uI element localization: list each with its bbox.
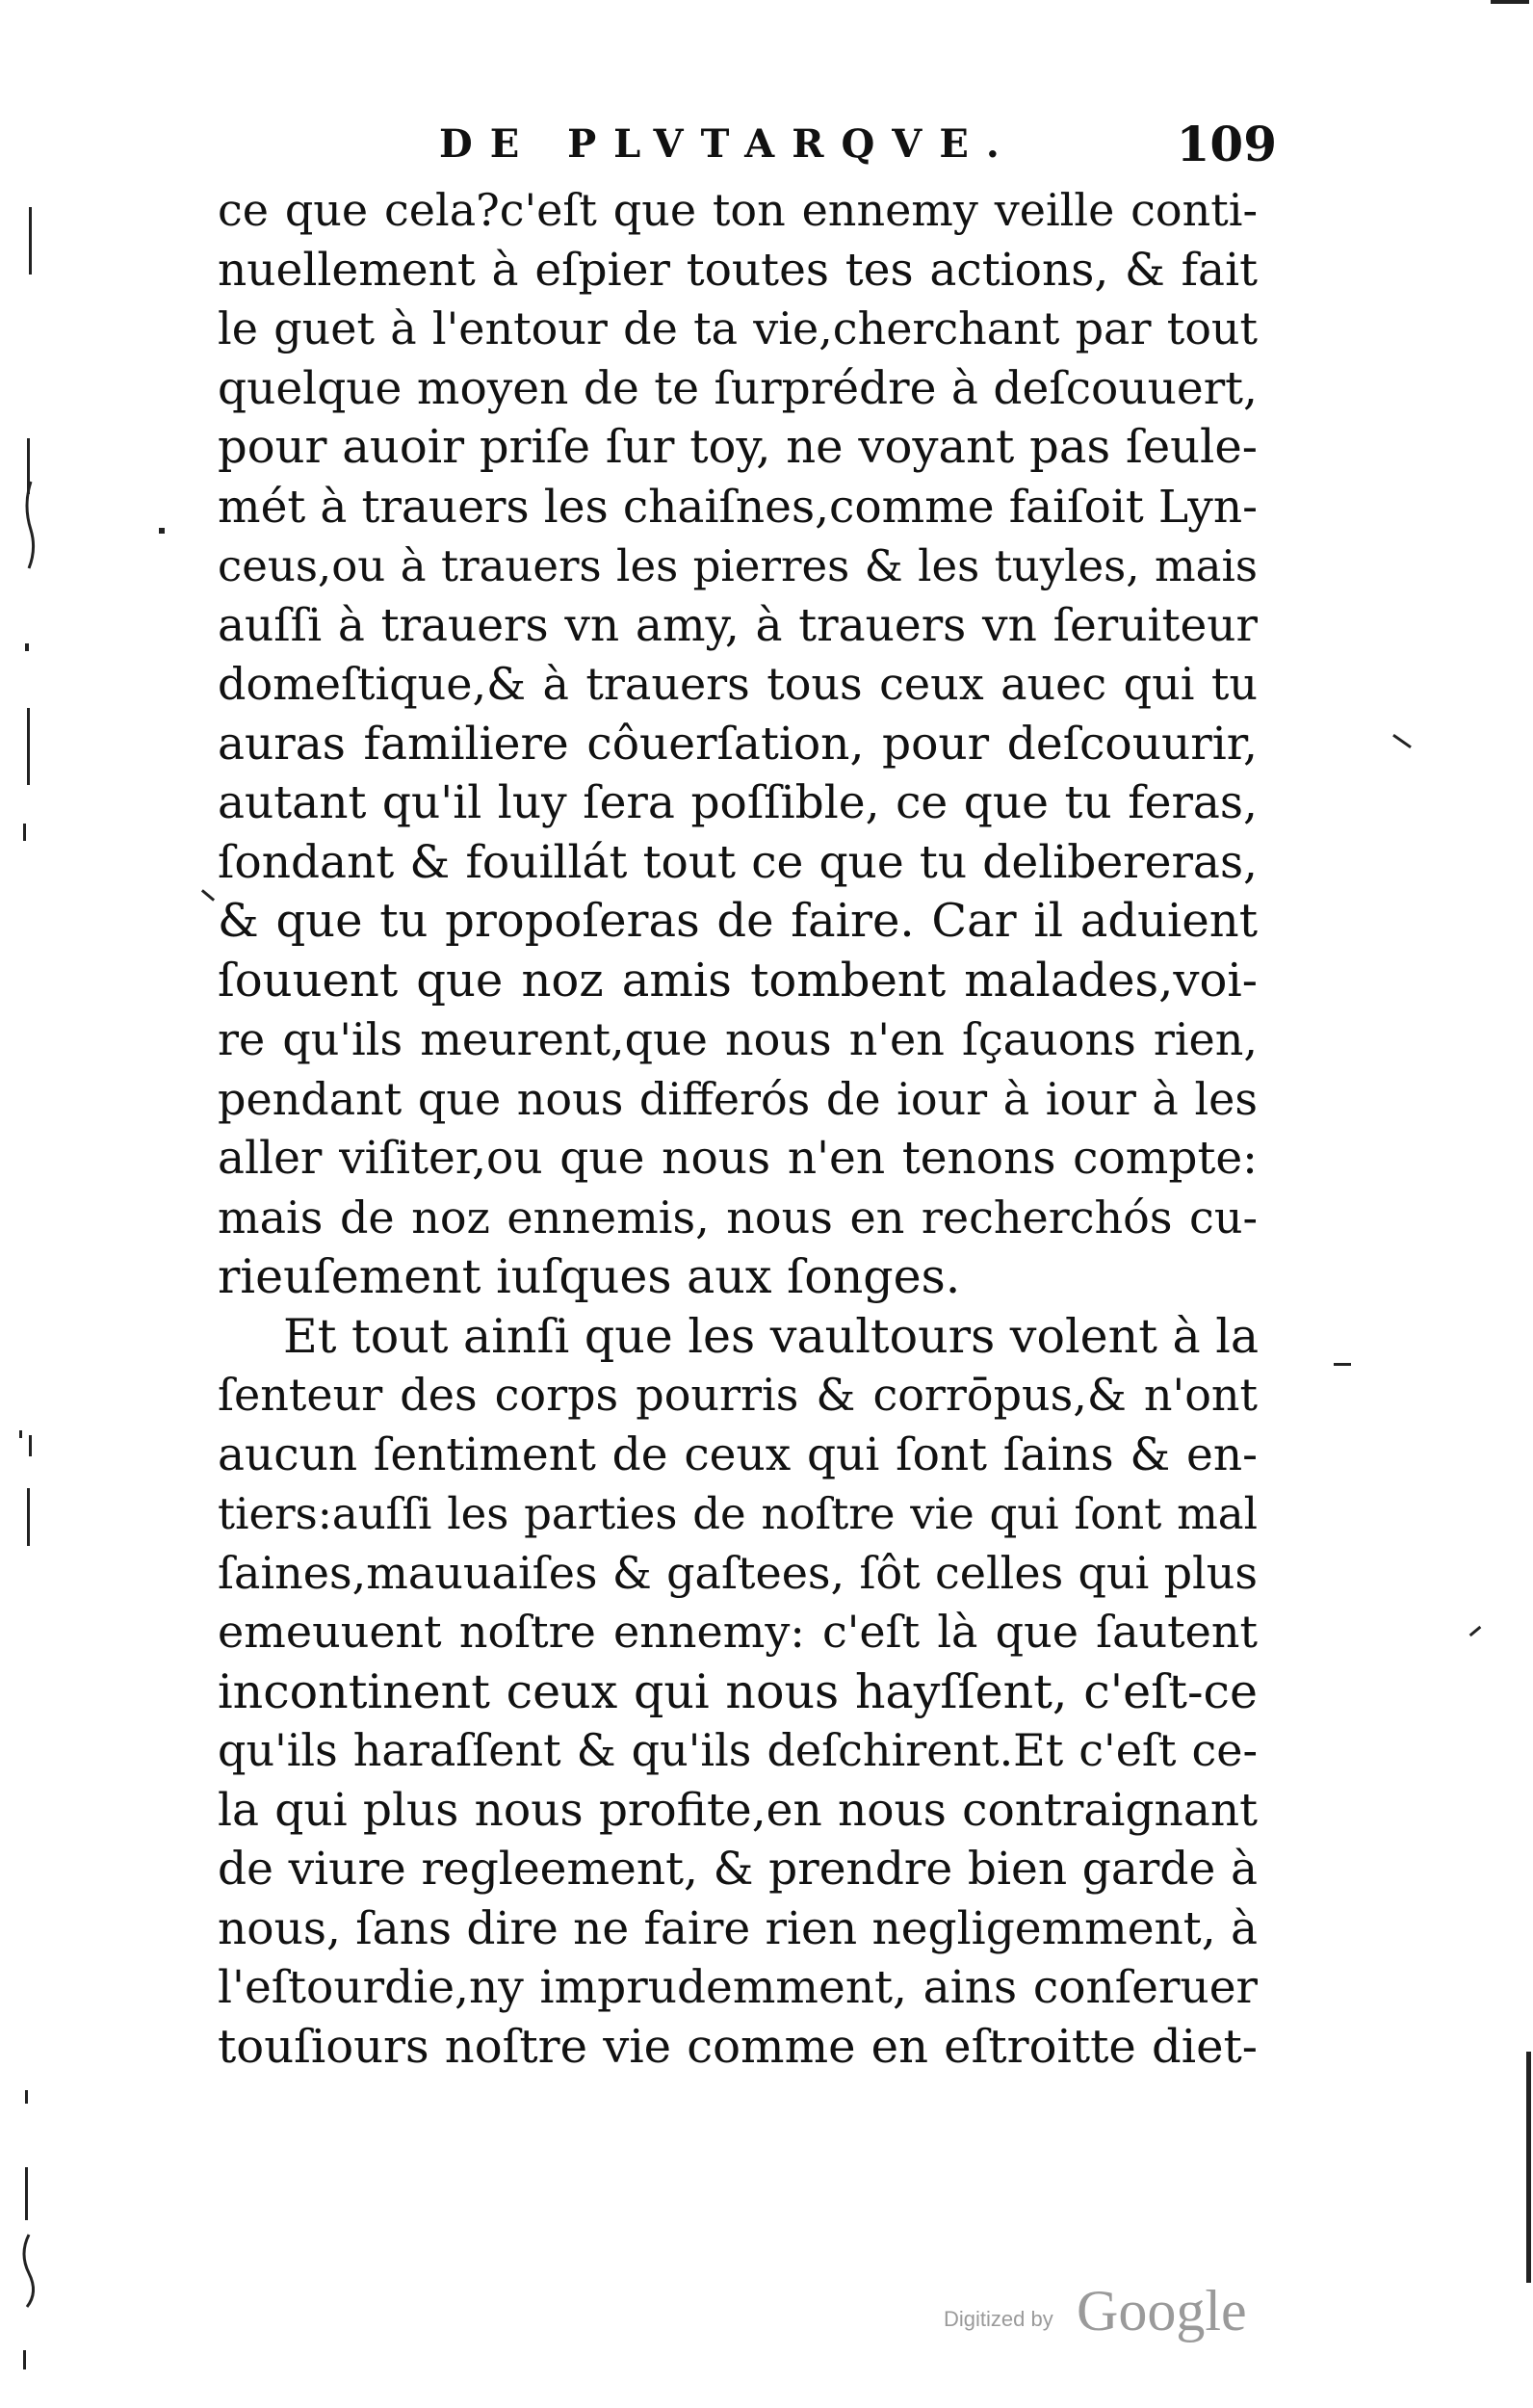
margin-dash [1392,734,1412,748]
text-line: mét à trauers les chaiſnes,comme faiſoit Lyn- [218,480,1258,534]
text-line: domeſtique,& à trauers tous ceux auec qui tu [218,658,1258,710]
body-text [218,181,1258,2077]
text-line: auras familiere côuerſation, pour deſcouurir, [218,717,1258,771]
text-line: ſenteur des corps pourris & corrōpus,& n'ont [218,1369,1258,1421]
text-line: l'eſtourdie,ny imprudemment, ains conſeruer [218,1961,1258,2014]
text-line: incontinent ceux qui nous hayſſent, c'eſt-ce [218,1663,1258,1719]
text-line: mais de noz ennemis, nous en recherchós cu- [218,1191,1258,1243]
text-line: ſondant & fouillát tout ce que tu delibereras, [218,835,1258,889]
corner-mark [1491,0,1529,4]
text-line: touſiours noſtre vie comme en eſtroitte diet- [218,2019,1258,2074]
text-line: pour auoir priſe ſur toy, ne voyant pas ſeule- [218,420,1258,474]
text-line: ſouuent que noz amis tombent malades,voi- [218,953,1258,1008]
text-line: rieuſement iuſques aux ſonges. [218,1249,961,1304]
text-line: tiers:auſſi les parties de noſtre vie qui ſont mal [218,1488,1258,1539]
text-line: & que tu propoſeras de faire. Car il aduient [218,894,1258,948]
text-line: nous, ſans dire ne faire rien negligemment, à [218,1901,1258,1955]
text-line: emeuuent noſtre ennemy: c'eſt là que ſautent [218,1606,1258,1658]
digitization-watermark [944,2278,1271,2345]
text-line: quelque moyen de te ſurprédre à deſcouuert, [218,361,1258,415]
text-line: qu'ils haraſſent & qu'ils deſchirent.Et c'eſt ce- [218,1724,1258,1776]
text-line: le guet à l'entour de ta vie,cherchant par tout [218,302,1258,354]
running-title: DE PLVTARQVE. [439,121,1017,167]
digitized-by-label: Digitized by [944,2307,1053,2331]
margin-dash [1334,1363,1351,1366]
text-line: ſaines,mauuaiſes & gaſtees, ſôt celles qui plus [218,1546,1258,1599]
page-number: 109 [1176,116,1277,172]
text-line: auſſi à trauers vn amy, à trauers vn ſeruiteur [218,598,1258,652]
text-line: nuellement à eſpier toutes tes actions, & fait [218,243,1258,297]
text-line: re qu'ils meurent,que nous n'en ſçauons rien, [218,1013,1258,1065]
paragraph-first-line: Et tout ainſi que les vaultours volent à la [283,1308,1260,1364]
text-line: de viure regleement, & prendre bien garde à [218,1843,1258,1896]
text-line: aucun ſentiment de ceux qui ſont ſains & en- [218,1427,1258,1481]
binding-edge-marks [0,0,58,2408]
text-line: autant qu'il luy ſera poſſible, ce que tu feras, [218,776,1258,829]
text-line: pendant que nous differós de iour à iour à les [218,1072,1258,1125]
text-line: ce que cela?c'eſt que ton ennemy veille conti- [218,184,1258,236]
margin-dot [159,528,165,534]
margin-dash [201,889,215,902]
page-header [218,114,1277,181]
right-edge-bar [1526,2052,1531,2283]
margin-dash [1469,1626,1482,1636]
text-line: la qui plus nous profite,en nous contraignant [218,1783,1258,1837]
google-logo: Google [1077,2279,1247,2343]
text-line: aller viſiter,ou que nous n'en tenons compte: [218,1132,1258,1185]
text-line: ceus,ou à trauers les pierres & les tuyles, mais [218,540,1258,591]
